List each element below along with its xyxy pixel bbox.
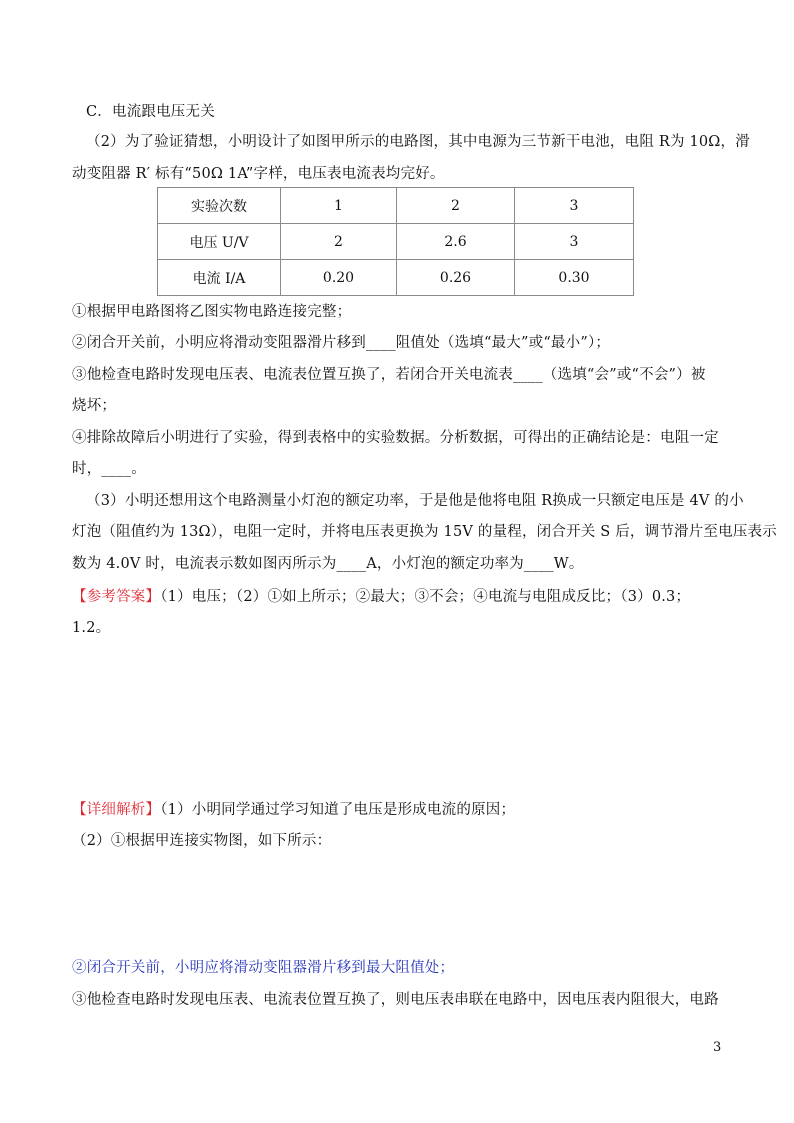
question-3-line-3: 数为 4.0V 时，电流表示数如图丙所示为____A，小灯泡的额定功率为____W。 — [72, 556, 584, 572]
table-cell: 2 — [281, 224, 397, 260]
question-3-line-2: 灯泡（阻值约为 13Ω），电阻一定时，并将电压表更换为 15V 的量程，闭合开关 S 后，调节滑片至电压表示 — [72, 524, 777, 540]
analysis-line-4: ③他检查电路时发现电压表、电流表位置互换了，则电压表串联在电路中，因电压表内阻很大，电路 — [72, 992, 719, 1008]
analysis-line-1 — [72, 800, 732, 820]
analysis-text: （1）小明同学通过学习知道了电压是形成电流的原因； — [160, 802, 516, 818]
table-cell: 2.6 — [397, 224, 515, 260]
table-cell: 电流 I/A — [158, 260, 281, 296]
answer-label: 【参考答案】 — [72, 589, 161, 605]
page-number: 3 — [713, 1040, 722, 1055]
table-cell: 0.30 — [515, 260, 634, 296]
table-cell: 实验次数 — [158, 188, 281, 224]
table-cell: 0.20 — [281, 260, 397, 296]
sub-question-3-line-2: 烧坏； — [72, 398, 117, 414]
analysis-line-2: （2）①根据甲连接实物图，如下所示： — [72, 833, 332, 849]
analysis-line-3: ②闭合开关前，小明应将滑动变阻器滑片移到最大阻值处； — [72, 960, 455, 976]
answer-text: （1）电压；（2）①如上所示；②最大；③不会；④电流与电阻成反比；（3）0.3； — [160, 589, 691, 605]
question-2-line-1: （2）为了验证猜想，小明设计了如图甲所示的电路图，其中电源为三节新干电池，电阻 R为 10Ω，滑 — [86, 134, 750, 150]
table-cell: 3 — [515, 188, 634, 224]
table-cell: 2 — [397, 188, 515, 224]
table-row — [158, 224, 634, 260]
table-cell: 1 — [281, 188, 397, 224]
sub-question-1: ①根据甲电路图将乙图实物电路连接完整； — [72, 304, 352, 320]
option-c: C．电流跟电压无关 — [86, 104, 215, 120]
answer-line-2: 1.2。 — [72, 620, 111, 636]
sub-question-4-line-1: ④排除故障后小明进行了实验，得到表格中的实验数据。分析数据，可得出的正确结论是：电阻一定 — [72, 430, 719, 446]
sub-question-3-line-1: ③他检查电路时发现电压表、电流表位置互换了，若闭合开关电流表____（选填“会”或“不会”）被 — [72, 367, 706, 383]
sub-question-4-line-2: 时，____。 — [72, 461, 146, 477]
table-cell: 3 — [515, 224, 634, 260]
answer-line-1 — [72, 587, 732, 607]
table-cell: 0.26 — [397, 260, 515, 296]
table-row — [158, 188, 634, 224]
sub-question-2: ②闭合开关前，小明应将滑动变阻器滑片移到____阻值处（选填“最大”或“最小”）； — [72, 335, 611, 351]
analysis-label: 【详细解析】 — [72, 802, 161, 818]
experiment-data-table — [157, 187, 634, 296]
table-cell: 电压 U/V — [158, 224, 281, 260]
question-2-line-2: 动变阻器 R′ 标有“50Ω 1A”字样，电压表电流表均完好。 — [72, 166, 445, 182]
question-3-line-1: （3）小明还想用这个电路测量小灯泡的额定功率，于是他是他将电阻 R换成一只额定电压是 4V 的小 — [86, 493, 744, 509]
table-row — [158, 260, 634, 296]
